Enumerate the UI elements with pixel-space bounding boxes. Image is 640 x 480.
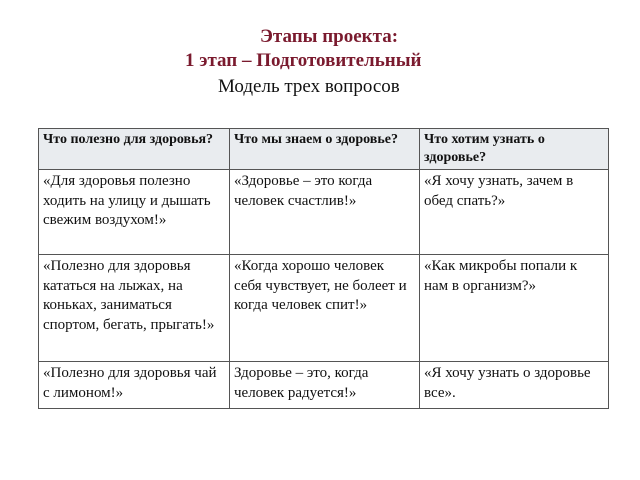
header-want: Что хотим узнать о здоровье? xyxy=(420,129,609,170)
stage-title: 1 этап – Подготовительный xyxy=(185,50,422,71)
title-block xyxy=(0,0,640,120)
table-row xyxy=(39,170,609,255)
header-useful: Что полезно для здоровья? xyxy=(39,129,230,170)
table-header-row xyxy=(39,129,609,170)
table-cell: «Для здоровья полезно ходить на улицу и дышать свежим воздухом!» xyxy=(39,170,230,255)
table-row xyxy=(39,362,609,409)
table-cell: «Полезно для здоровья чай с лимоном!» xyxy=(39,362,230,409)
stages-title: Этапы проекта: xyxy=(260,26,399,47)
table-cell: «Я хочу узнать о здоровье все». xyxy=(420,362,609,409)
table-cell: «Полезно для здоровья кататься на лыжах, на коньках, заниматься спортом, бегать, прыгать!» xyxy=(39,255,230,362)
table-cell: «Я хочу узнать, зачем в обед спать?» xyxy=(420,170,609,255)
model-title: Модель трех вопросов xyxy=(218,76,400,97)
three-questions-table xyxy=(38,128,609,409)
header-know: Что мы знаем о здоровье? xyxy=(230,129,420,170)
table-cell: «Когда хорошо человек себя чувствует, не болеет и когда человек спит!» xyxy=(230,255,420,362)
table-cell: Здоровье – это, когда человек радуется!» xyxy=(230,362,420,409)
table-row xyxy=(39,255,609,362)
table-cell: «Здоровье – это когда человек счастлив!» xyxy=(230,170,420,255)
table-cell: «Как микробы попали к нам в организм?» xyxy=(420,255,609,362)
